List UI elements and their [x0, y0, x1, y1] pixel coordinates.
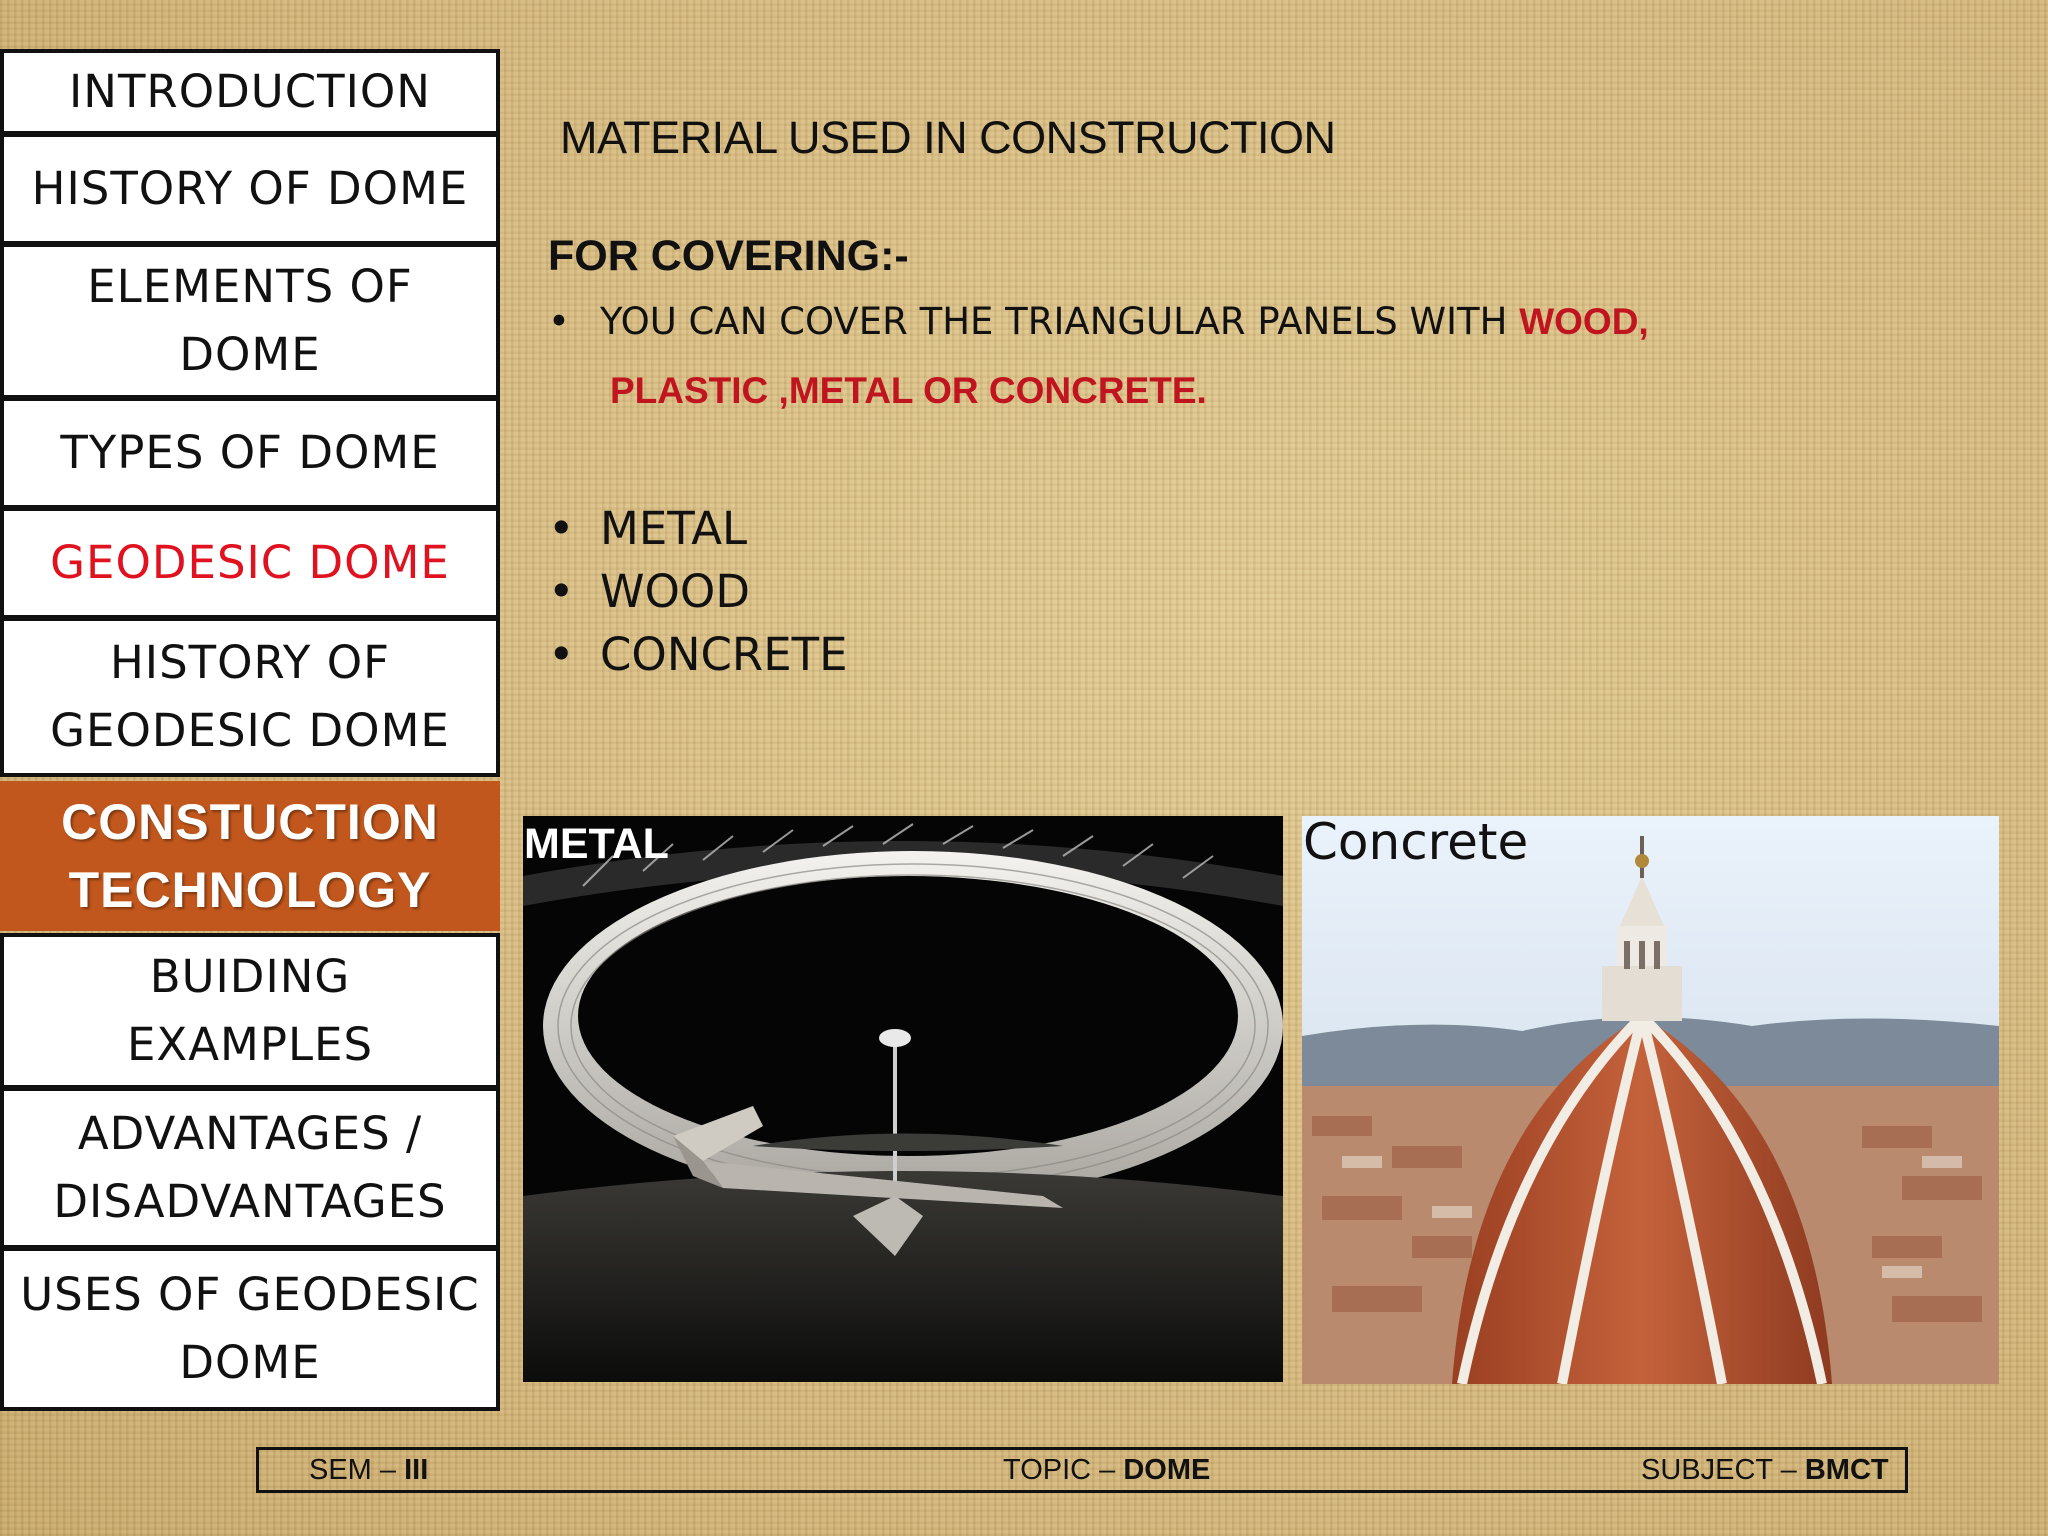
material-list-item [548, 565, 750, 618]
nav-history-of-dome[interactable] [0, 133, 500, 245]
nav-label: ADVANTAGES / [77, 1107, 423, 1160]
nav-label: TECHNOLOGY [68, 862, 432, 918]
footer-sem-value: III [404, 1454, 429, 1486]
nav-label: USES OF GEODESIC [20, 1268, 480, 1321]
metal-dome-illustration [523, 816, 1283, 1382]
highlight-text: WOOD, [1519, 301, 1649, 342]
nav-label: CONSTUCTION [61, 794, 439, 850]
covering-paragraph [548, 300, 1649, 343]
nav-advantages-disadvantages[interactable] [0, 1087, 500, 1249]
nav-label: GEODESIC DOME [50, 536, 450, 589]
footer-subject-label: SUBJECT – [1641, 1454, 1805, 1486]
nav-label: EXAMPLES [126, 1018, 374, 1071]
footer-sem [309, 1454, 428, 1487]
nav-introduction[interactable] [0, 49, 500, 135]
material-name: CONCRETE [600, 628, 848, 681]
material-name: METAL [600, 502, 748, 555]
bullet-icon: • [548, 300, 570, 343]
footer-topic [1003, 1454, 1210, 1487]
metal-photo-label: METAL [524, 820, 669, 868]
paragraph-text: YOU CAN COVER THE TRIANGULAR PANELS WITH [600, 300, 1520, 343]
nav-label: TYPES OF DOME [60, 426, 440, 479]
nav-label: ELEMENTS OF [87, 260, 413, 313]
nav-uses-of-geodesic-dome[interactable] [0, 1247, 500, 1411]
footer-sem-label: SEM – [309, 1454, 405, 1486]
nav-label: HISTORY OF [109, 636, 391, 689]
nav-history-of-geodesic-dome[interactable] [0, 617, 500, 777]
concrete-dome-illustration [1302, 816, 1999, 1384]
nav-label: DISADVANTAGES [53, 1175, 447, 1228]
footer-topic-label: TOPIC – [1003, 1454, 1124, 1486]
nav-label: INTRODUCTION [69, 65, 431, 118]
nav-geodesic-dome[interactable] [0, 507, 500, 619]
nav-label: HISTORY OF DOME [31, 162, 469, 215]
bullet-icon: • [548, 565, 575, 618]
nav-label: BUIDING [149, 950, 351, 1003]
material-name: WOOD [600, 565, 750, 618]
nav-label: DOME [179, 328, 321, 381]
material-list-item [548, 502, 747, 555]
concrete-dome-photo [1302, 816, 1999, 1384]
nav-label: GEODESIC DOME [50, 704, 450, 757]
nav-label: DOME [179, 1336, 321, 1389]
concrete-photo-label: Concrete [1303, 813, 1529, 871]
slide-footer [256, 1447, 1908, 1493]
nav-construction-technology[interactable] [0, 781, 500, 931]
footer-subject [1641, 1454, 1889, 1487]
nav-building-examples[interactable] [0, 933, 500, 1089]
footer-topic-value: DOME [1123, 1454, 1211, 1486]
footer-subject-value: BMCT [1804, 1454, 1889, 1486]
highlight-text-continued: PLASTIC ,METAL OR CONCRETE. [610, 370, 1207, 411]
page-title: MATERIAL USED IN CONSTRUCTION [560, 112, 1336, 163]
metal-dome-photo [523, 816, 1283, 1382]
nav-types-of-dome[interactable] [0, 397, 500, 509]
section-subheading: FOR COVERING:- [548, 232, 909, 280]
material-list-item [548, 628, 848, 681]
bullet-icon: • [548, 628, 575, 681]
nav-elements-of-dome[interactable] [0, 243, 500, 399]
bullet-icon: • [548, 502, 575, 555]
